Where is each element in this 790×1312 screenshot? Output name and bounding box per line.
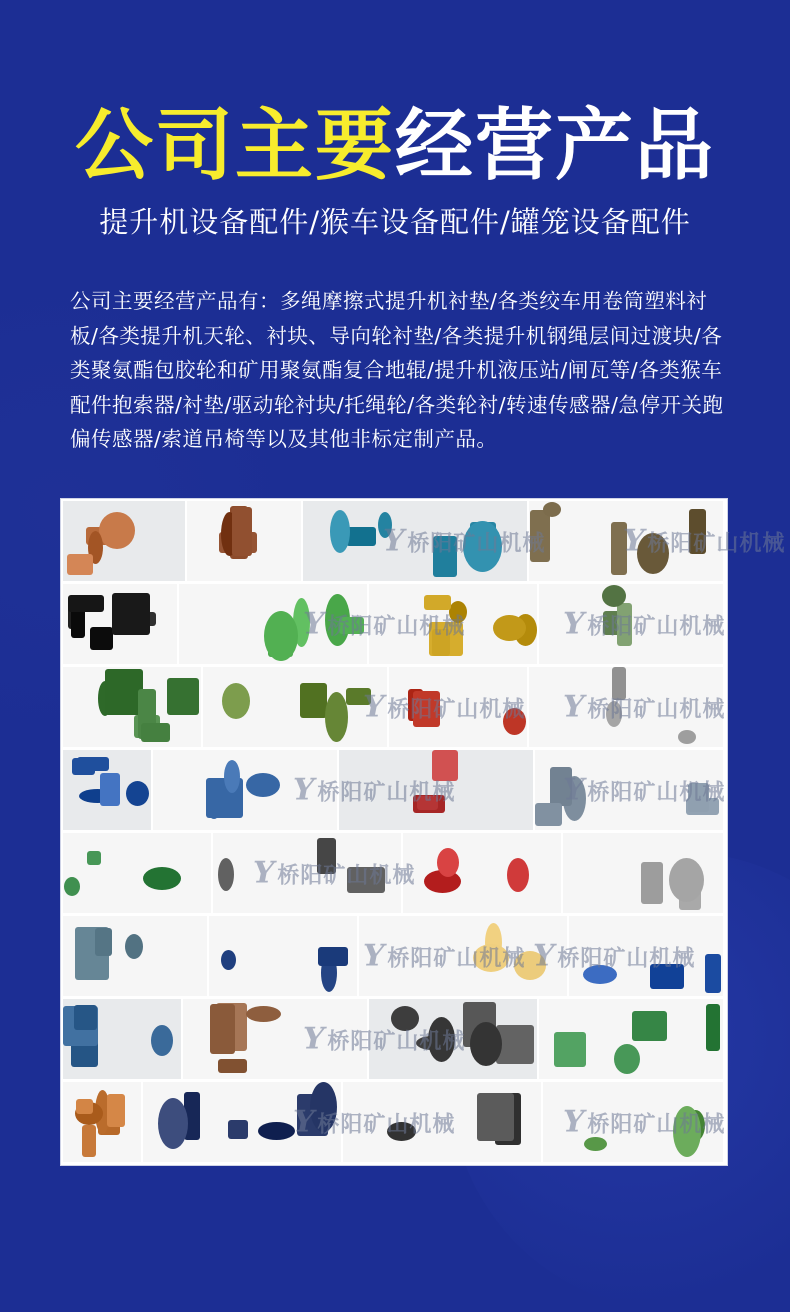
watermark-text: 桥阳矿山机械 — [587, 697, 726, 723]
watermark-logo: Y — [363, 938, 386, 974]
product-item-shape — [76, 1099, 93, 1114]
product-item-shape — [82, 1125, 96, 1157]
product-item-shape — [669, 858, 704, 902]
product-item-shape — [641, 862, 663, 904]
product-item-shape — [346, 688, 371, 705]
product-photo — [187, 501, 303, 581]
watermark-text: 桥阳矿山机械 — [587, 1112, 726, 1138]
intro-paragraph: 公司主要经营产品有：多绳摩擦式提升机衬垫/各类绞车用卷筒塑料衬板/各类提升机天轮、衬块、导向轮衬垫/各类提升机钢绳层间过渡块/各类聚氨酯包胶轮和矿用聚氨酯复合地辊/提升机液压站/闸瓦等/各类猴车配件抱索器/衬垫/驱动轮衬块/托绳轮/各类轮衬/转速传感器/急停开关跑偏传感器/索道吊椅等以及其他非标定制产品。 — [70, 289, 724, 451]
product-item-shape — [141, 723, 170, 742]
product-item-shape — [617, 603, 632, 646]
product-item-shape — [264, 611, 298, 661]
product-item-shape — [318, 947, 348, 966]
watermark-text: 桥阳矿山机械 — [327, 614, 466, 640]
product-item-shape — [346, 527, 376, 546]
watermark-logo: Y — [303, 1021, 326, 1057]
watermark-text: 桥阳矿山机械 — [277, 863, 416, 889]
product-item-shape — [535, 803, 562, 826]
product-item-shape — [125, 934, 143, 959]
product-photo — [63, 667, 203, 747]
product-photo-row — [63, 916, 725, 996]
product-photo — [303, 501, 529, 581]
product-item-shape — [64, 877, 80, 896]
product-item-shape — [493, 615, 526, 641]
product-item-shape — [584, 1137, 607, 1151]
product-photo-row — [63, 584, 725, 664]
product-photo — [183, 999, 369, 1079]
watermark-logo: Y — [363, 689, 386, 725]
product-item-shape — [74, 1005, 97, 1030]
watermark-text: 桥阳矿山机械 — [587, 780, 726, 806]
product-photo-grid — [60, 498, 786, 1166]
product-item-shape — [218, 1059, 247, 1073]
product-item-shape — [470, 1022, 502, 1066]
product-item-shape — [583, 965, 617, 984]
product-item-shape — [221, 950, 236, 970]
product-photo — [209, 916, 359, 996]
product-photo-row — [63, 999, 725, 1079]
product-photo — [369, 999, 539, 1079]
product-photo — [63, 916, 209, 996]
product-item-shape — [514, 951, 546, 980]
watermark-logo: Y — [563, 689, 586, 725]
product-item-shape — [224, 760, 240, 793]
product-item-shape — [246, 773, 280, 797]
product-item-shape — [317, 838, 336, 874]
watermark-logo: Y — [253, 855, 276, 891]
product-item-shape — [391, 1006, 419, 1031]
product-item-shape — [87, 851, 101, 865]
watermark-logo: Y — [303, 606, 326, 642]
product-item-shape — [68, 595, 104, 612]
product-item-shape — [428, 1017, 455, 1062]
product-item-shape — [650, 964, 684, 989]
product-item-shape — [463, 521, 502, 572]
product-item-shape — [530, 510, 550, 562]
product-photo — [539, 584, 725, 664]
watermark-logo: Y — [533, 938, 556, 974]
watermark-text: 桥阳矿山机械 — [587, 614, 726, 640]
page-title — [0, 98, 790, 194]
product-photo — [529, 501, 725, 581]
product-photo-row — [63, 1082, 725, 1162]
product-item-shape — [378, 512, 392, 538]
product-item-shape — [706, 1004, 720, 1051]
product-item-shape — [158, 1098, 188, 1149]
product-item-shape — [477, 1093, 514, 1141]
product-photo — [143, 1082, 343, 1162]
product-item-shape — [612, 667, 626, 700]
product-photo — [359, 916, 569, 996]
product-item-shape — [112, 593, 150, 635]
product-item-shape — [72, 758, 95, 775]
product-item-shape — [689, 509, 706, 554]
product-item-shape — [347, 867, 385, 893]
product-item-shape — [90, 627, 113, 650]
product-item-shape — [432, 750, 458, 781]
product-item-shape — [437, 848, 459, 877]
product-item-shape — [99, 512, 135, 549]
product-photo — [179, 584, 369, 664]
product-item-shape — [210, 1004, 235, 1054]
product-photo — [213, 833, 403, 913]
product-photo — [63, 584, 179, 664]
product-item-shape — [606, 701, 622, 727]
product-photo-row — [63, 833, 725, 913]
product-photo — [369, 584, 539, 664]
product-item-shape — [95, 928, 112, 956]
product-item-shape — [67, 554, 93, 575]
product-item-shape — [330, 510, 350, 553]
product-item-shape — [550, 767, 572, 806]
product-photo — [339, 750, 535, 830]
product-item-shape — [554, 1032, 586, 1067]
product-item-shape — [413, 691, 440, 727]
watermark-logo: Y — [623, 523, 646, 559]
product-item-shape — [218, 858, 234, 891]
product-item-shape — [614, 1044, 640, 1074]
product-item-shape — [167, 678, 199, 715]
product-photo-row — [63, 667, 725, 747]
watermark-logo: Y — [293, 772, 316, 808]
watermark-text: 桥阳矿山机械 — [647, 531, 786, 557]
product-item-shape — [151, 1025, 173, 1056]
product-photo-row — [63, 501, 786, 581]
product-photo — [569, 916, 725, 996]
product-item-shape — [100, 773, 120, 806]
product-item-shape — [424, 595, 451, 610]
product-item-shape — [449, 601, 467, 623]
watermark-text: 桥阳矿山机械 — [557, 946, 696, 972]
product-photo — [389, 667, 529, 747]
product-item-shape — [222, 683, 250, 719]
product-item-shape — [543, 502, 561, 517]
watermark-text: 桥阳矿山机械 — [317, 1112, 456, 1138]
product-photo — [203, 667, 389, 747]
product-photo — [63, 750, 153, 830]
product-item-shape — [339, 617, 364, 634]
product-item-shape — [473, 944, 509, 972]
product-photo — [63, 999, 183, 1079]
watermark-logo: Y — [563, 606, 586, 642]
product-item-shape — [310, 1082, 337, 1132]
product-photo — [343, 1082, 543, 1162]
product-item-shape — [503, 708, 526, 735]
product-item-shape — [258, 1122, 295, 1140]
product-item-shape — [632, 1011, 667, 1041]
product-item-shape — [678, 730, 696, 744]
page-subtitle: 提升机设备配件/猴车设备配件/罐笼设备配件 — [99, 205, 691, 239]
watermark-text: 桥阳矿山机械 — [317, 780, 456, 806]
product-item-shape — [232, 507, 252, 556]
product-item-shape — [246, 1006, 281, 1022]
product-photo — [539, 999, 725, 1079]
watermark-text: 桥阳矿山机械 — [407, 531, 546, 557]
product-photo — [403, 833, 563, 913]
product-item-shape — [688, 783, 709, 812]
product-item-shape — [507, 858, 529, 892]
product-item-shape — [432, 629, 450, 656]
product-photo — [563, 833, 725, 913]
product-photo-row — [63, 750, 725, 830]
product-item-shape — [611, 522, 627, 575]
title-rest: 经营产品 — [395, 101, 716, 191]
product-item-shape — [705, 954, 721, 993]
product-item-shape — [433, 536, 457, 577]
watermark-text: 桥阳矿山机械 — [387, 946, 526, 972]
product-photo — [529, 667, 725, 747]
product-item-shape — [417, 796, 438, 810]
product-photo — [63, 833, 213, 913]
product-photo — [153, 750, 339, 830]
watermark-text: 桥阳矿山机械 — [327, 1029, 466, 1055]
product-item-shape — [300, 683, 327, 718]
product-photo — [543, 1082, 725, 1162]
watermark-logo: Y — [293, 1104, 316, 1140]
product-item-shape — [143, 867, 181, 890]
product-item-shape — [387, 1122, 416, 1141]
product-item-shape — [126, 781, 149, 806]
watermark-logo: Y — [563, 772, 586, 808]
product-photo — [63, 1082, 143, 1162]
watermark-logo: Y — [563, 1104, 586, 1140]
product-item-shape — [107, 1094, 125, 1127]
product-item-shape — [228, 1120, 248, 1139]
product-photo — [63, 501, 187, 581]
product-photo — [535, 750, 725, 830]
watermark-logo: Y — [383, 523, 406, 559]
product-item-shape — [637, 533, 669, 574]
title-highlight: 公司主要 — [74, 101, 395, 191]
product-item-shape — [602, 585, 626, 607]
product-item-shape — [325, 692, 348, 742]
watermark-text: 桥阳矿山机械 — [387, 697, 526, 723]
product-item-shape — [673, 1106, 701, 1157]
